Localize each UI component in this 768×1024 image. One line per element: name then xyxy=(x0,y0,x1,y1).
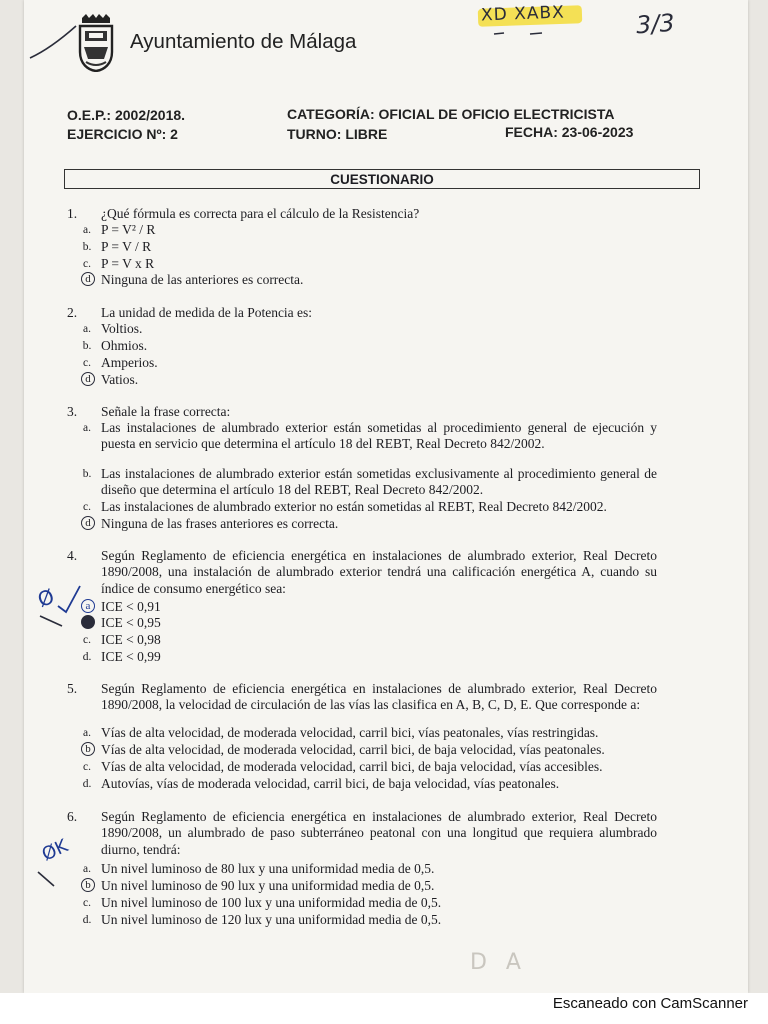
question-number: 3. xyxy=(67,404,78,419)
question-number: 6. xyxy=(67,809,78,824)
bleed-through-text: D A xyxy=(470,950,527,975)
question-number: 1. xyxy=(67,206,78,221)
question-number: 4. xyxy=(67,548,78,563)
option-text: ICE < 0,98 xyxy=(101,632,161,647)
oep-label: O.E.P.: 2002/2018. xyxy=(67,107,186,123)
option-text: Autovías, vías de moderada velocidad, carril bici, de baja velocidad, vías peatonales. xyxy=(101,776,560,791)
option-text: ICE < 0,99 xyxy=(101,649,161,664)
selected-option-circle: d xyxy=(81,272,95,286)
section-title-box xyxy=(64,169,700,189)
question-number: 5. xyxy=(67,681,78,696)
option-text: Las instalaciones de alumbrado exterior no están sometidas al REBT, Real Decreto 842/2002. xyxy=(101,499,607,514)
option-text: ICE < 0,91 xyxy=(101,599,161,614)
option-text: Un nivel luminoso de 80 lux y una uniformidad media de 0,5. xyxy=(101,861,435,876)
selected-option-circle: b xyxy=(81,878,95,892)
option-letter: a. xyxy=(83,422,91,434)
option-letter: c. xyxy=(83,258,91,270)
categoria-label: CATEGORÍA: OFICIAL DE OFICIO ELECTRICISTA xyxy=(287,106,615,122)
option-letter: c. xyxy=(83,501,91,513)
margin-handwriting: ØK xyxy=(38,835,72,866)
question-text: Según Reglamento de eficiencia energética en instalaciones de alumbrado exterior, Real Decreto 1890/2008, un alumbrado de paso subterráneo peatonal con una longitud que requiera alumbrado diurno, tendrá: xyxy=(101,809,657,857)
option-text: Vías de alta velocidad, de moderada velocidad, carril bici, vías peatonales, vías restringidas. xyxy=(101,725,599,740)
option-letter: a. xyxy=(83,863,91,875)
option-letter: a. xyxy=(83,224,91,236)
option-4b xyxy=(0,615,768,632)
option-text: Un nivel luminoso de 120 lux y una uniformidad media de 0,5. xyxy=(101,912,442,927)
section-title: CUESTIONARIO xyxy=(330,172,434,187)
option-text: Ninguna de las anteriores es correcta. xyxy=(101,272,304,287)
option-text: Un nivel luminoso de 100 lux y una uniformidad media de 0,5. xyxy=(101,895,442,910)
option-letter: c. xyxy=(83,897,91,909)
option-text: ICE < 0,95 xyxy=(101,615,161,630)
option-5c xyxy=(0,759,768,776)
option-text: Vías de alta velocidad, de moderada velocidad, carril bici, de baja velocidad, vías accesibles. xyxy=(101,759,603,774)
question-text: ¿Qué fórmula es correcta para el cálculo de la Resistencia? xyxy=(101,206,420,221)
option-text: Ninguna de las frases anteriores es correcta. xyxy=(101,516,339,531)
page-count-handwritten: 3/3 xyxy=(635,8,676,40)
option-letter: d. xyxy=(82,778,92,790)
turno-label: TURNO: LIBRE xyxy=(287,126,388,142)
option-2d xyxy=(0,372,768,389)
option-text: Ohmios. xyxy=(101,338,148,353)
option-text: Las instalaciones de alumbrado exterior están sometidas al procedimiento general de ejecución y puesta en servicio que determina el artículo 18 del REBT, Real Decreto 842/2002. xyxy=(101,420,657,452)
option-letter: d. xyxy=(82,914,92,926)
margin-handwriting: Ø xyxy=(34,584,58,612)
option-4c xyxy=(0,632,768,649)
option-text: Un nivel luminoso de 90 lux y una uniformidad media de 0,5. xyxy=(101,878,435,893)
option-letter: c. xyxy=(83,761,91,773)
question-text: Según Reglamento de eficiencia energética en instalaciones de alumbrado exterior, Real Decreto 1890/2008, una instalación de alumbrado exterior tendrá una calificación energética A, cuando su índice de consumo energético sea: xyxy=(101,548,657,596)
option-letter: c. xyxy=(83,634,91,646)
check-mark xyxy=(36,582,84,630)
option-6b xyxy=(0,878,768,895)
option-text: P = V / R xyxy=(101,239,152,254)
question-number: 2. xyxy=(67,305,78,320)
option-text: Vatios. xyxy=(101,372,139,387)
option-6d xyxy=(0,912,768,929)
scanner-watermark: Escaneado con CamScanner xyxy=(552,995,748,1012)
option-text: P = V x R xyxy=(101,256,155,271)
option-3b xyxy=(0,466,768,498)
selected-option-circle: b xyxy=(81,742,95,756)
option-letter: b. xyxy=(82,340,92,352)
question-text: Señale la frase correcta: xyxy=(101,404,231,419)
option-6c xyxy=(0,895,768,912)
option-3c xyxy=(0,499,768,516)
option-letter: b. xyxy=(82,468,92,480)
option-2a xyxy=(0,321,768,338)
option-text: Amperios. xyxy=(101,355,158,370)
city-crest-logo xyxy=(76,14,116,72)
option-2b xyxy=(0,338,768,355)
option-1b xyxy=(0,239,768,256)
selected-option-circle: d xyxy=(81,372,95,386)
option-letter: b. xyxy=(82,241,92,253)
option-letter: c. xyxy=(83,357,91,369)
handwritten-code: XD XABX xyxy=(480,2,566,26)
option-5d xyxy=(0,776,768,793)
ejercicio-label: EJERCICIO Nº: 2 xyxy=(67,126,178,142)
selected-option-circle: d xyxy=(81,516,95,530)
option-5b xyxy=(0,742,768,759)
dash-marks xyxy=(490,28,570,40)
option-1a xyxy=(0,222,768,239)
option-3a xyxy=(0,420,768,452)
option-text: P = V² / R xyxy=(101,222,156,237)
option-text: Vías de alta velocidad, de moderada velocidad, carril bici, de baja velocidad, vías peatonales. xyxy=(101,742,605,757)
option-text: Las instalaciones de alumbrado exterior están sometidas exclusivamente al procedimiento general de diseño que determina el artículo 18 del REBT, Real Decreto 842/2002. xyxy=(101,466,657,498)
crossed-option-circle: b xyxy=(81,615,95,629)
option-letter: d. xyxy=(82,651,92,663)
fecha-label: FECHA: 23-06-2023 xyxy=(505,124,634,140)
option-6a xyxy=(0,861,768,878)
option-text: Voltios. xyxy=(101,321,143,336)
option-letter: a. xyxy=(83,323,91,335)
pen-stroke-mark xyxy=(28,22,80,62)
pen-stroke-mark xyxy=(36,868,76,892)
question-text: La unidad de medida de la Potencia es: xyxy=(101,305,313,320)
option-5a xyxy=(0,725,768,742)
option-1c xyxy=(0,256,768,273)
option-4d xyxy=(0,649,768,666)
option-3d xyxy=(0,516,768,533)
option-2c xyxy=(0,355,768,372)
option-4a xyxy=(0,599,768,616)
option-letter: a. xyxy=(83,727,91,739)
selected-option-circle: a xyxy=(81,599,95,613)
option-1d xyxy=(0,272,768,289)
organization-name: Ayuntamiento de Málaga xyxy=(130,30,357,53)
question-text: Según Reglamento de eficiencia energética en instalaciones de alumbrado exterior, Real Decreto 1890/2008, la velocidad de circulación de las vías las clasifica en A, B, C, D, E. Que corresponde a: xyxy=(101,681,657,713)
